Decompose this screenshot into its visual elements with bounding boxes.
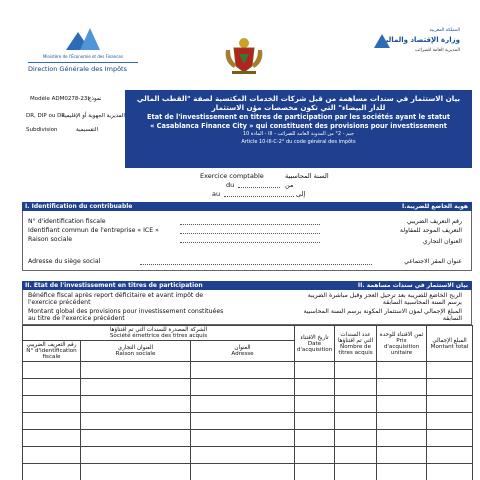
table-cell[interactable]	[191, 413, 295, 430]
table-cell[interactable]	[191, 447, 295, 464]
table-cell[interactable]	[427, 396, 473, 413]
table-cell[interactable]	[377, 396, 427, 413]
benefit-label-ar: الربح الخاضع للضريبة بعد ترحيل العجز وقبل مباشرة الضريبة برسم السنة المحاسبية السابقة	[307, 292, 462, 306]
field-addr-input[interactable]	[140, 264, 372, 265]
field-addr-label: Adresse du siège social	[28, 258, 101, 265]
ministry-logo-arabic	[340, 28, 460, 53]
field-rs-label-ar: العنوان التجاري	[422, 238, 462, 245]
table-cell[interactable]	[295, 447, 335, 464]
ministry-logo-right-icon	[374, 34, 390, 48]
table-row	[23, 430, 473, 447]
subdivision-ref: Subdivision التقسيمية	[26, 127, 98, 133]
table-cell[interactable]	[23, 379, 81, 396]
col-date: تاريخ الاقتناء Date d'acquisition	[295, 326, 335, 362]
table-cell[interactable]	[23, 430, 81, 447]
coat-of-arms-icon	[222, 36, 266, 76]
table-cell[interactable]	[191, 396, 295, 413]
exercise-label: Exercice comptable	[200, 172, 264, 180]
table-cell[interactable]	[427, 362, 473, 379]
table-cell[interactable]	[23, 464, 81, 480]
ministry-logo-icon	[62, 28, 102, 52]
section-investment: II. Etat de l'investissement en titres de participation II. بيان الاستثمار في سندات مساهمة	[22, 281, 472, 290]
table-cell[interactable]	[81, 413, 191, 430]
col-unit-price: ثمن الاقتناء للوحدة Prix d'acquisition unitaire	[377, 326, 427, 362]
table-cell[interactable]	[335, 447, 377, 464]
field-ice-label-ar: التعريف الموحد للمقاولة	[399, 227, 462, 234]
exercise-label-ar: السنة المحاسبية	[285, 172, 329, 180]
table-cell[interactable]	[295, 362, 335, 379]
table-cell[interactable]	[377, 447, 427, 464]
table-cell[interactable]	[191, 379, 295, 396]
table-cell[interactable]	[23, 362, 81, 379]
exercise-to-label-ar: إلى	[296, 190, 306, 198]
table-cell[interactable]	[295, 379, 335, 396]
exercise-to-label: au	[212, 190, 221, 198]
table-cell[interactable]	[335, 362, 377, 379]
table-cell[interactable]	[427, 379, 473, 396]
table-cell[interactable]	[295, 413, 335, 430]
table-cell[interactable]	[427, 430, 473, 447]
table-cell[interactable]	[377, 413, 427, 430]
field-if-label: N° d'identification fiscale	[28, 218, 106, 225]
provisions-label: Montant global des provisions pour investissement constituées au titre de l'exercice précédent	[28, 308, 224, 322]
exercise-from-label-ar: من	[285, 181, 294, 189]
table-cell[interactable]	[81, 362, 191, 379]
provisions-label-ar: المبلغ الإجمالي لمؤن الاستثمار المكونة برسم السنة المحاسبية السابقة	[303, 308, 462, 322]
model-ref: Modèle ADM0278-23I نموذج	[30, 96, 102, 102]
table-cell[interactable]	[191, 464, 295, 480]
table-cell[interactable]	[81, 447, 191, 464]
field-if-label-ar: رقم التعريف الضريبي	[406, 218, 462, 225]
field-rs-label: Raison sociale	[28, 236, 73, 243]
table-cell[interactable]	[377, 464, 427, 480]
table-row	[23, 379, 473, 396]
table-cell[interactable]	[23, 396, 81, 413]
table-cell[interactable]	[377, 379, 427, 396]
ministry-name-arabic: وزارة الإقتصاد والمالية	[381, 36, 460, 44]
table-row	[23, 447, 473, 464]
exercise-to-field[interactable]	[224, 196, 294, 197]
table-cell[interactable]	[335, 379, 377, 396]
benefit-label: Bénéfice fiscal après report déficitaire et avant impôt de l'exercice précédent	[28, 292, 204, 306]
field-if-input[interactable]	[180, 224, 320, 225]
table-cell[interactable]	[377, 430, 427, 447]
titles-table	[22, 325, 473, 480]
form-title: بيان الاستثمار في سندات مساهمة من قبل شركات الخدمات المكتسبة لصفة "القطب المالي للدار البيضاء" التي تكون مخصصات مؤن الاستثمار Etat de l'investissement en titres de participation par les sociétés ayant le statut « Casablanca Finance City » qui constituent des provisions pour investissement المادة 10 - III - جيم - 2° من المدونة العامة للضرائب Article 10-III-C-2° du code général des impôts	[125, 90, 472, 168]
table-cell[interactable]	[23, 447, 81, 464]
col-address: العنوان Adresse	[191, 341, 295, 362]
table-cell[interactable]	[427, 447, 473, 464]
table-cell[interactable]	[23, 413, 81, 430]
table-cell[interactable]	[191, 362, 295, 379]
table-cell[interactable]	[427, 464, 473, 480]
field-ice-input[interactable]	[180, 233, 320, 234]
ministry-logo	[28, 28, 138, 73]
table-row	[23, 362, 473, 379]
table-row	[23, 396, 473, 413]
kingdom-name: المملكة المغربية	[429, 28, 460, 33]
table-cell[interactable]	[335, 396, 377, 413]
table-cell[interactable]	[335, 464, 377, 480]
table-cell[interactable]	[335, 430, 377, 447]
field-addr-label-ar: عنوان المقر الاجتماعي	[404, 258, 462, 265]
dr-ref: DR, DIP ou DP المديرية الجهوية أو الإقليمية	[26, 113, 125, 119]
field-ice-label: Identifiant commun de l'entreprise « ICE »	[28, 227, 159, 234]
col-total: المبلغ الإجمالي Montant total	[427, 326, 473, 362]
table-row	[23, 464, 473, 480]
col-count: عدد السندات التي تم اقتناؤها Nombre de titres acquis	[335, 326, 377, 362]
table-cell[interactable]	[295, 430, 335, 447]
ministry-name: Ministère de l'Économie et des Finances	[42, 54, 124, 59]
table-cell[interactable]	[81, 430, 191, 447]
exercise-from-field[interactable]	[238, 187, 280, 188]
directorate-name: Direction Générale des Impôts	[28, 62, 138, 73]
table-cell[interactable]	[191, 430, 295, 447]
table-cell[interactable]	[81, 464, 191, 480]
table-cell[interactable]	[295, 396, 335, 413]
table-cell[interactable]	[427, 413, 473, 430]
table-cell[interactable]	[81, 379, 191, 396]
issuer-group-header: الشركة المصدرة للسندات التي تم اقتناؤها Société émettrice des titres acquis	[23, 326, 295, 341]
field-rs-input[interactable]	[180, 242, 320, 243]
exercise-from-label: du	[226, 181, 235, 189]
table-cell[interactable]	[81, 396, 191, 413]
table-cell[interactable]	[335, 413, 377, 430]
section-identification: I. Identification du contribuable I.هوية الخاضع للضريبة	[22, 202, 472, 211]
col-if: رقم التعريف الضريبي N° d'identification fiscale	[23, 341, 81, 362]
table-cell[interactable]	[377, 362, 427, 379]
col-raison-sociale: العنوان التجاري Raison sociale	[81, 341, 191, 362]
table-cell[interactable]	[295, 464, 335, 480]
directorate-name-arabic: المديرية العامة للضرائب	[415, 48, 460, 53]
table-row	[23, 413, 473, 430]
